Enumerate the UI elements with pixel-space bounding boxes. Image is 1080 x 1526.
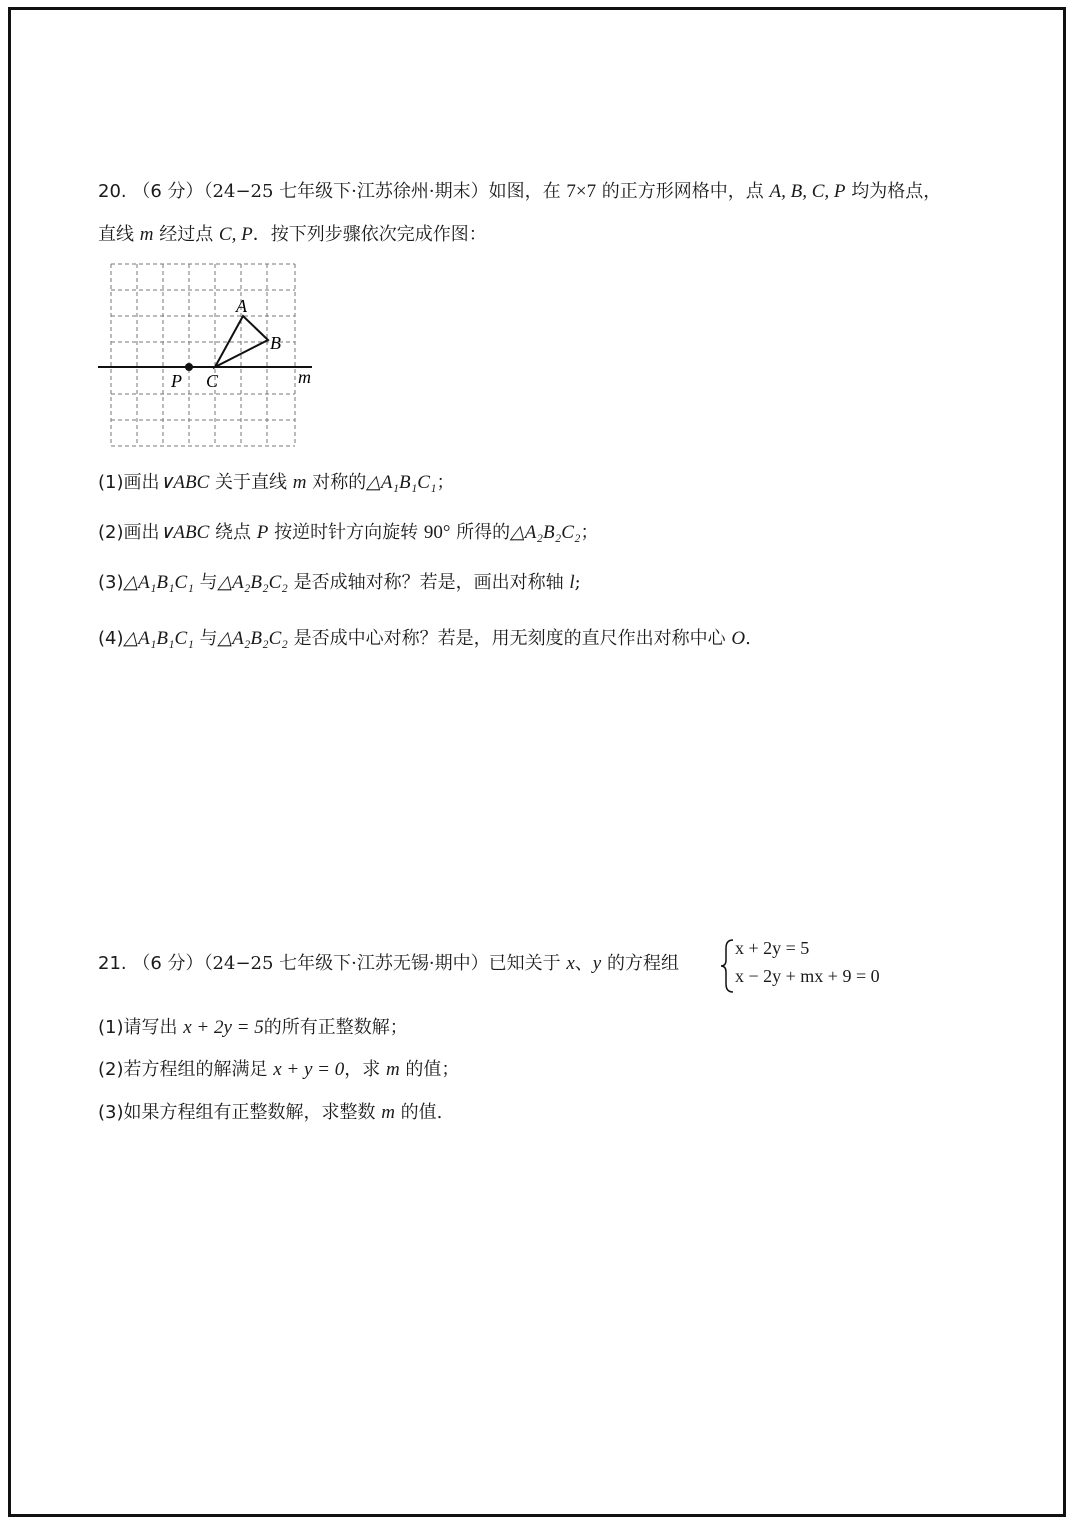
q20-line2-b: 经过点 [153, 224, 219, 245]
q21-part2-prefix: (2)若方程组的解满足 [98, 1059, 274, 1080]
part1-mid: 关于直线 [209, 472, 293, 493]
q20-points-list: A, B, C, P [769, 181, 846, 202]
q20-points: （6 分） [132, 181, 204, 202]
part3-tri: △A₁B₁C₁ [123, 572, 194, 593]
label-b: B [270, 333, 281, 353]
q21-line1 [98, 952, 679, 976]
label-a: A [236, 296, 247, 316]
q21-part1-prefix: (1)请写出 [98, 1017, 184, 1038]
grid-lines [111, 264, 295, 446]
part2-var: P [256, 522, 269, 543]
q20-line2-c: ．按下列步骤依次完成作图： [252, 224, 487, 245]
q20-grid-figure [98, 258, 318, 453]
equation-2: x − 2y + mx + 9 = 0 [735, 966, 880, 986]
equation-brace [720, 938, 736, 994]
part1-prefix: (1)画出 [98, 472, 160, 493]
q20-part-3 [98, 571, 581, 595]
q20-intro-b: 的正方形网格中，点 [596, 181, 770, 202]
part4-prefix: (4) [98, 628, 124, 649]
q21-part2-expr: x + y = 0 [273, 1059, 345, 1080]
part1-var: m [292, 472, 307, 493]
q20-part-1 [98, 471, 455, 495]
part1-end: ； [436, 472, 455, 493]
part2-angle: 90° [423, 522, 451, 543]
q20-line1 [98, 180, 941, 204]
q21-part3-prefix: (3)如果方程组有正整数解，求整数 [98, 1102, 382, 1123]
q20-part-4 [98, 627, 751, 651]
part3-mid2: 是否成轴对称？若是，画出对称轴 [287, 572, 570, 593]
q20-intro-a: 如图，在 [488, 181, 567, 202]
part3-mid: 与 [193, 572, 218, 593]
equation-1: x + 2y = 5 [735, 938, 810, 958]
part4-tri: △A₁B₁C₁ [123, 628, 194, 649]
q21-part1-expr: x + 2y = 5 [183, 1017, 264, 1038]
part2-mid2: 按逆时针方向旋转 [268, 522, 424, 543]
part2-mid3: 所得的 [450, 522, 511, 543]
q21-part-3 [98, 1101, 442, 1125]
q20-source: （24−25 七年级下·江苏徐州·期末） [203, 181, 489, 202]
q21-intro-a: 已知关于 [488, 953, 567, 974]
q20-cp: C, P [218, 224, 253, 245]
q21-var-y: y [592, 953, 602, 974]
part4-end: . [745, 628, 751, 649]
q21-part3-end: 的值. [394, 1102, 443, 1123]
q21-part2-mid: ，求 [344, 1059, 386, 1080]
point-p [185, 363, 193, 371]
part2-end: ； [580, 522, 599, 543]
q21-part-1 [98, 1016, 408, 1040]
q20-intro-c: 均为格点， [845, 181, 942, 202]
q21-part-2 [98, 1058, 459, 1082]
q21-part2-var: m [385, 1059, 400, 1080]
part1-tri: ∨ABC [159, 472, 210, 493]
part2-tri: ∨ABC [159, 522, 210, 543]
q20-line2 [98, 223, 487, 247]
q21-number: 21. [98, 953, 127, 974]
label-c: C [206, 371, 219, 391]
q21-part3-var: m [381, 1102, 395, 1123]
part2-prefix: (2)画出 [98, 522, 160, 543]
part2-tri2: △A₂B₂C₂ [510, 522, 581, 543]
q20-var-m: m [139, 224, 154, 245]
q21-sep: 、 [574, 953, 593, 974]
part1-mid2: 对称的 [306, 472, 367, 493]
part1-tri2: △A₁B₁C₁ [366, 472, 437, 493]
part3-var: l [569, 572, 575, 593]
q21-part2-end: 的值； [399, 1059, 460, 1080]
q21-var-x: x [566, 953, 575, 974]
q21-part1-end: 的所有正整数解； [263, 1017, 408, 1038]
q21-source: （24−25 七年级下·江苏无锡·期中） [203, 953, 489, 974]
q20-line2-a: 直线 [98, 224, 140, 245]
q20-grid-size: 7×7 [566, 181, 597, 202]
part4-mid2: 是否成中心对称？若是，用无刻度的直尺作出对称中心 [287, 628, 732, 649]
part2-mid: 绕点 [209, 522, 257, 543]
q20-number: 20. [98, 181, 127, 202]
part3-tri2: △A₂B₂C₂ [217, 572, 288, 593]
q21-points: （6 分） [132, 953, 204, 974]
q20-part-2 [98, 521, 598, 545]
q21-intro-b: 的方程组 [601, 953, 679, 974]
part3-prefix: (3) [98, 572, 124, 593]
label-m: m [298, 367, 311, 387]
part4-tri2: △A₂B₂C₂ [217, 628, 288, 649]
part4-var: O [731, 628, 746, 649]
part4-mid: 与 [193, 628, 218, 649]
label-p: P [171, 371, 182, 391]
part3-end: ; [574, 572, 581, 593]
